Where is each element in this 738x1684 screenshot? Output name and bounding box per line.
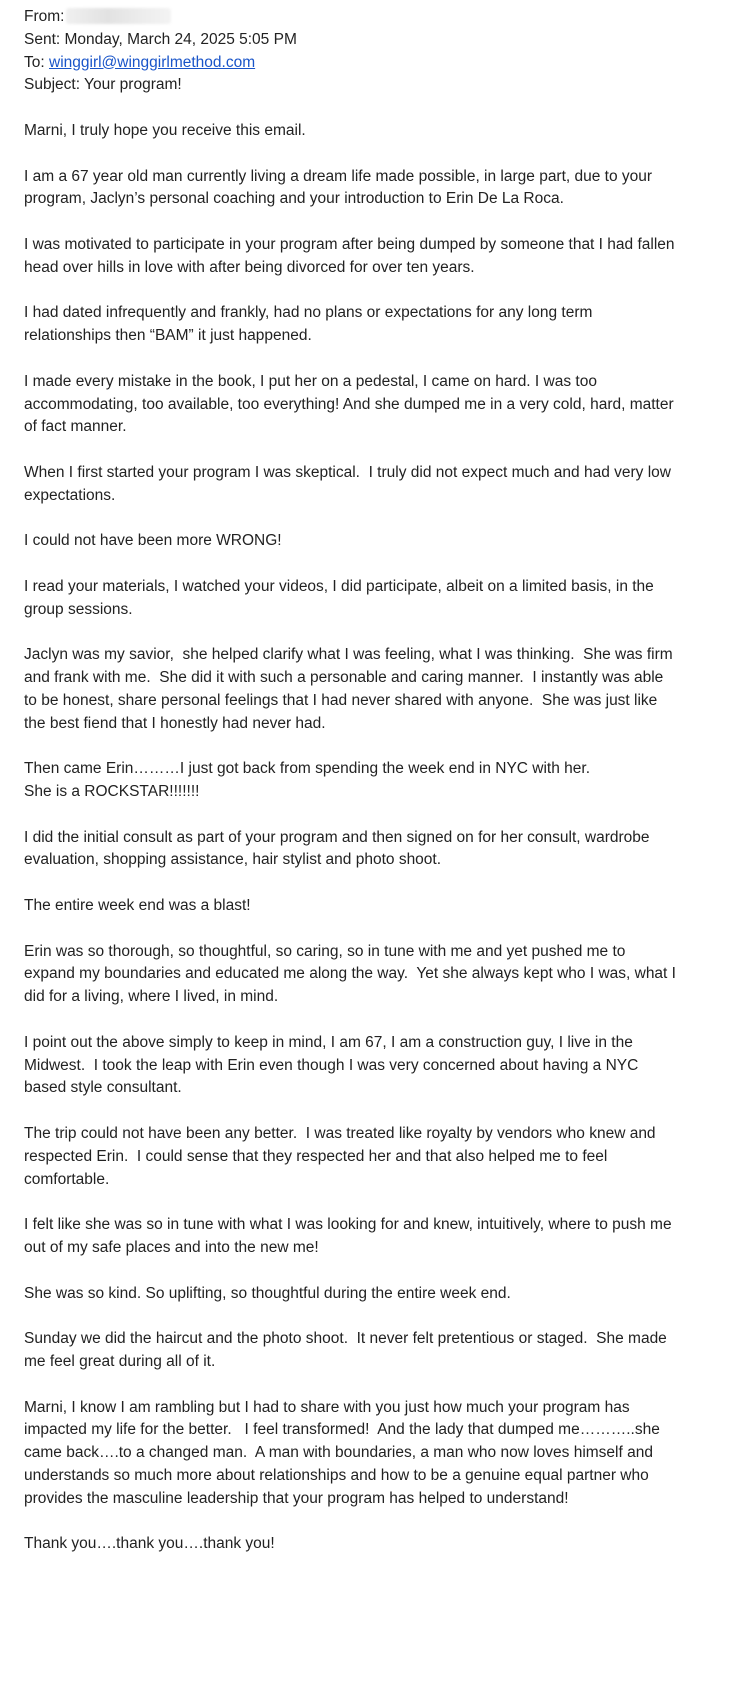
from-line [24, 6, 678, 29]
body-paragraph: I point out the above simply to keep in mind, I am 67, I am a construction guy, I live in the Midwest. I took the leap with Erin even though I was very concerned about having a NYC based style consultant. [24, 1033, 643, 1097]
body-paragraph: Thank you….thank you….thank you! [24, 1535, 275, 1553]
from-label: From: [24, 8, 65, 25]
email-body [24, 120, 681, 1556]
recipient-email-link[interactable]: winggirl@winggirlmethod.com [49, 53, 256, 71]
to-line [24, 52, 678, 75]
body-paragraph: The entire week end was a blast! [24, 897, 251, 915]
body-paragraph: She was so kind. So uplifting, so thoughtful during the entire week end. [24, 1284, 511, 1302]
body-paragraph: I was motivated to participate in your program after being dumped by someone that I had fallen head over hills in love with after being divorced for over ten years. [24, 235, 679, 276]
body-paragraph: The trip could not have been any better. I was treated like royalty by vendors who knew and respected Erin. I could sense that they respected her and that also helped me to feel comfortable. [24, 1125, 660, 1188]
subject-line [24, 74, 678, 97]
body-paragraph: I made every mistake in the book, I put her on a pedestal, I came on hard. I was too accommodating, too available, too everything! And she dumped me in a very cold, hard, matter of fact manner. [24, 372, 678, 436]
header-spacer [24, 97, 678, 120]
body-paragraph: I felt like she was so in tune with what I was looking for and knew, intuitively, where to push me out of my safe places and into the new me! [24, 1216, 676, 1257]
body-paragraph: I am a 67 year old man currently living a dream life made possible, in large part, due to your program, Jaclyn’s personal coaching and your introduction to Erin De La Roca. [24, 167, 657, 208]
body-paragraph: I could not have been more WRONG! [24, 532, 282, 550]
sent-line [24, 29, 678, 52]
body-paragraph: Then came Erin………I just got back from spending the week end in NYC with her. She is a ROCKSTAR!!!!!!! [24, 760, 591, 801]
body-paragraph: I had dated infrequently and frankly, had no plans or expectations for any long term relationships then “BAM” it just happened. [24, 304, 597, 345]
body-paragraph: Marni, I know I am rambling but I had to share with you just how much your program has impacted my life for the better. I feel transformed! And the lady that dumped me………..she came back….to a changed man. A man with boundaries, a man who now loves himself and understands so much more about relationships and how to be a genuine equal partner who provides the masculine leadership that your program has helped to understand! [24, 1398, 665, 1507]
body-paragraph: Marni, I truly hope you receive this email. [24, 121, 306, 139]
body-paragraph: Jaclyn was my savior, she helped clarify what I was feeling, what I was thinking. She was firm and frank with me. She did it with such a personable and caring manner. I instantly was able to be honest, share personal feelings that I had never shared with anyone. She was just like the best fiend that I honestly had never had. [24, 646, 678, 732]
subject-value: Your program! [84, 76, 182, 94]
to-label: To: [24, 53, 45, 71]
body-paragraph: When I first started your program I was skeptical. I truly did not expect much and had very low expectations. [24, 463, 676, 504]
subject-label: Subject: [24, 76, 81, 94]
body-paragraph: I read your materials, I watched your videos, I did participate, albeit on a limited basis, in the group sessions. [24, 577, 659, 618]
body-paragraph: Sunday we did the haircut and the photo shoot. It never felt pretentious or staged. She made me feel great during all of it. [24, 1330, 672, 1371]
sent-value: Monday, March 24, 2025 5:05 PM [64, 30, 297, 48]
body-paragraph: Erin was so thorough, so thoughtful, so caring, so in tune with me and yet pushed me to expand my boundaries and educated me along the way. Yet she always kept who I was, what I did for a living, where I lived, in mind. [24, 942, 681, 1006]
redacted-sender [66, 8, 171, 24]
sent-label: Sent: [24, 30, 61, 48]
body-paragraph: I did the initial consult as part of your program and then signed on for her consult, wardrobe evaluation, shopping assistance, hair stylist and photo shoot. [24, 828, 654, 869]
